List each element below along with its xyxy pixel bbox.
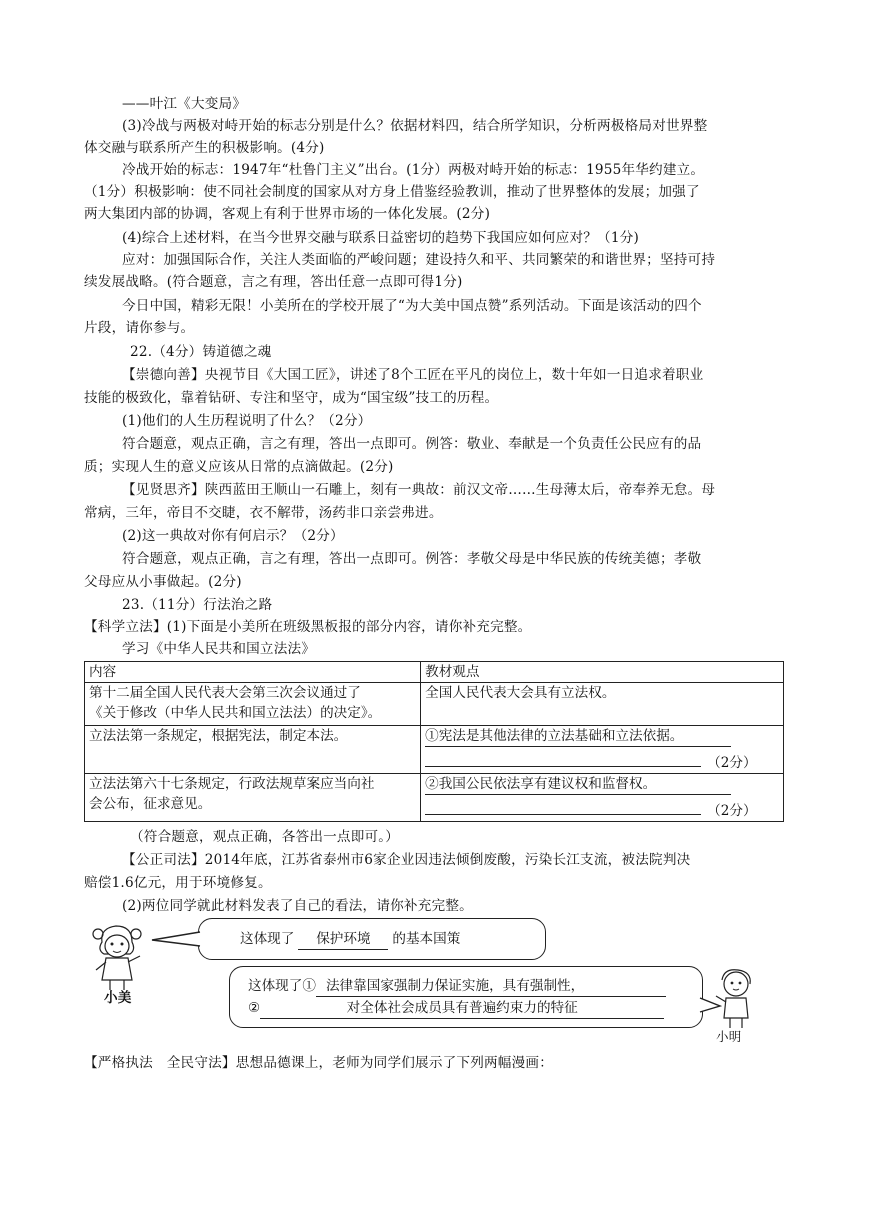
cell-text-line: 全国人民代表大会具有立法权。 [425,685,616,701]
girl-speech-prefix: 这体现了 [240,931,295,947]
table-row [85,683,784,726]
question-23-2: (2)两位同学就此材料发表了自己的看法，请你补充完整。 [122,898,473,914]
girl-bubble-tail [150,930,202,950]
score-label: （2分） [707,803,757,819]
source-citation: ——叶江《大变局》 [122,96,247,112]
table-row [85,726,784,774]
table-caption: 学习《中华人民共和国立法法》 [122,641,316,657]
question-3-cont: 体交融与联系所产生的积极影响。(4分) [84,140,325,156]
boy-name: 小明 [716,1029,742,1044]
table-cell-view [421,774,784,822]
girl-answer-blank: 保护环境 [298,929,388,950]
answer-22-2-line2: 父母应从小事做起。(2分) [84,574,242,590]
question-22-2: (2)这一典故对你有何启示？（2分） [122,528,344,544]
table-note: （符合题意，观点正确，各答出一点即可。） [130,829,400,845]
table-row [85,774,784,822]
table-header-content: 内容 [85,662,421,683]
answer-4-line1: 应对：加强国际合作，关注人类面临的严峻问题；建设持久和平、共同繁荣的和谐世界；坚持可持 [122,252,716,268]
girl-speech-suffix: 的基本国策 [392,931,461,947]
question-23-title: 23.（11分）行法治之路 [122,597,273,613]
score-label: （2分） [707,755,757,771]
material-jianxian-line2: 常病，三年，帝目不交睫，衣不解带，汤药非口亲尝弗进。 [84,505,443,521]
material-kexue-lifa: 【科学立法】(1)下面是小美所在班级黑板报的部分内容，请你补充完整。 [84,619,532,635]
material-chongde-line1: 【崇德向善】央视节目《大国工匠》，讲述了8个工匠在平凡的岗位上，数十年如一日追求着职业 [122,367,704,383]
material-jianxian-line1: 【见贤思齐】陕西蓝田王顺山一石雕上，刻有一典故：前汉文帝……生母薄太后，帝奉养无怠。母 [122,482,716,498]
girl-speech [240,929,460,950]
answer-3-line1: 冷战开始的标志：1947年“杜鲁门主义”出台。(1分）两极对峙开始的标志：1955年华约建立。 [122,162,705,178]
boy-answer-blank-1: 法律靠国家强制力保证实施，具有强制性， [316,976,666,997]
answer-4-line2: 续发展战略。(符合题意，言之有理，答出任意一点即可得1分) [84,274,463,290]
material-gongzheng-line1: 【公正司法】2014年底，江苏省泰州市6家企业因违法倾倒废酸，污染长江支流，被法院判决 [122,852,691,868]
boy-illustration [712,966,760,1030]
cell-text-line: 第十二届全国人民代表大会第三次会议通过了 [89,685,361,701]
boy-speech-line1 [248,976,666,997]
lifa-table [84,661,784,822]
cell-text-line: 《关于修改（中华人民共和国立法法）的决定》。 [89,705,382,721]
answer-3-line2: （1分）积极影响：使不同社会制度的国家从对方身上借鉴经验教训，推动了世界整体的发展；加强了 [84,184,700,200]
boy-answer-blank-2: 对全体社会成员具有普遍约束力的特征 [260,998,664,1019]
table-cell-content [85,726,421,774]
girl-illustration [84,922,156,992]
table-header-row [85,662,784,683]
cell-text-line: 会公布，征求意见。 [89,796,212,812]
answer-3-line3: 两大集团内部的协调，客观上有利于世界市场的一体化发展。(2分) [84,206,491,222]
material-gongzheng-line2: 赔偿1.6亿元，用于环境修复。 [84,875,272,891]
answer-blank-2: ②我国公民依法享有建议权和监督权。 [425,774,731,795]
table-cell-view [421,726,784,774]
question-22-1: (1)他们的人生历程说明了什么？（2分） [122,413,372,429]
material-chongde-line2: 技能的极致化，靠着钻研、专注和坚守，成为“国宝级”技工的历程。 [84,390,499,406]
intro-line2: 片段，请你参与。 [84,320,195,336]
answer-22-1-line2: 质；实现人生的意义应该从日常的点滴做起。(2分) [84,459,394,475]
material-yange-zhifa: 【严格执法 全民守法】思想品德课上，老师为同学们展示了下列两幅漫画： [84,1055,553,1071]
boy-speech-prefix-2: ② [248,1000,261,1016]
question-4: (4)综合上述材料，在当今世界交融与联系日益密切的趋势下我国应如何应对？（1分) [122,230,639,246]
answer-blank-2b [425,795,701,815]
question-3: (3)冷战与两极对峙开始的标志分别是什么？依据材料四，结合所学知识，分析两极格局对世界整 [122,118,708,134]
boy-speech-line2 [248,998,664,1019]
table-cell-content [85,683,421,726]
answer-22-1-line1: 符合题意，观点正确，言之有理，答出一点即可。例答：敬业、奉献是一个负责任公民应有的品 [122,436,702,452]
cell-text-line: 立法法第一条规定，根据宪法，制定本法。 [89,728,348,744]
cell-text-line: 立法法第六十七条规定，行政法规草案应当向社 [89,776,375,792]
girl-name: 小美 [104,990,132,1006]
intro-line1: 今日中国，精彩无限！小美所在的学校开展了“为大美中国点赞”系列活动。下面是该活动的四个 [122,298,702,314]
table-header-view: 教材观点 [421,662,784,683]
answer-22-2-line1: 符合题意，观点正确，言之有理，答出一点即可。例答：孝敬父母是中华民族的传统美德；孝敬 [122,551,702,567]
answer-blank-1b [425,747,701,767]
question-22-title: 22.（4分）铸道德之魂 [130,344,272,360]
table-cell-view [421,683,784,726]
table-cell-content [85,774,421,822]
answer-blank-1: ①宪法是其他法律的立法基础和立法依据。 [425,726,731,747]
boy-speech-prefix: 这体现了① [248,978,316,994]
